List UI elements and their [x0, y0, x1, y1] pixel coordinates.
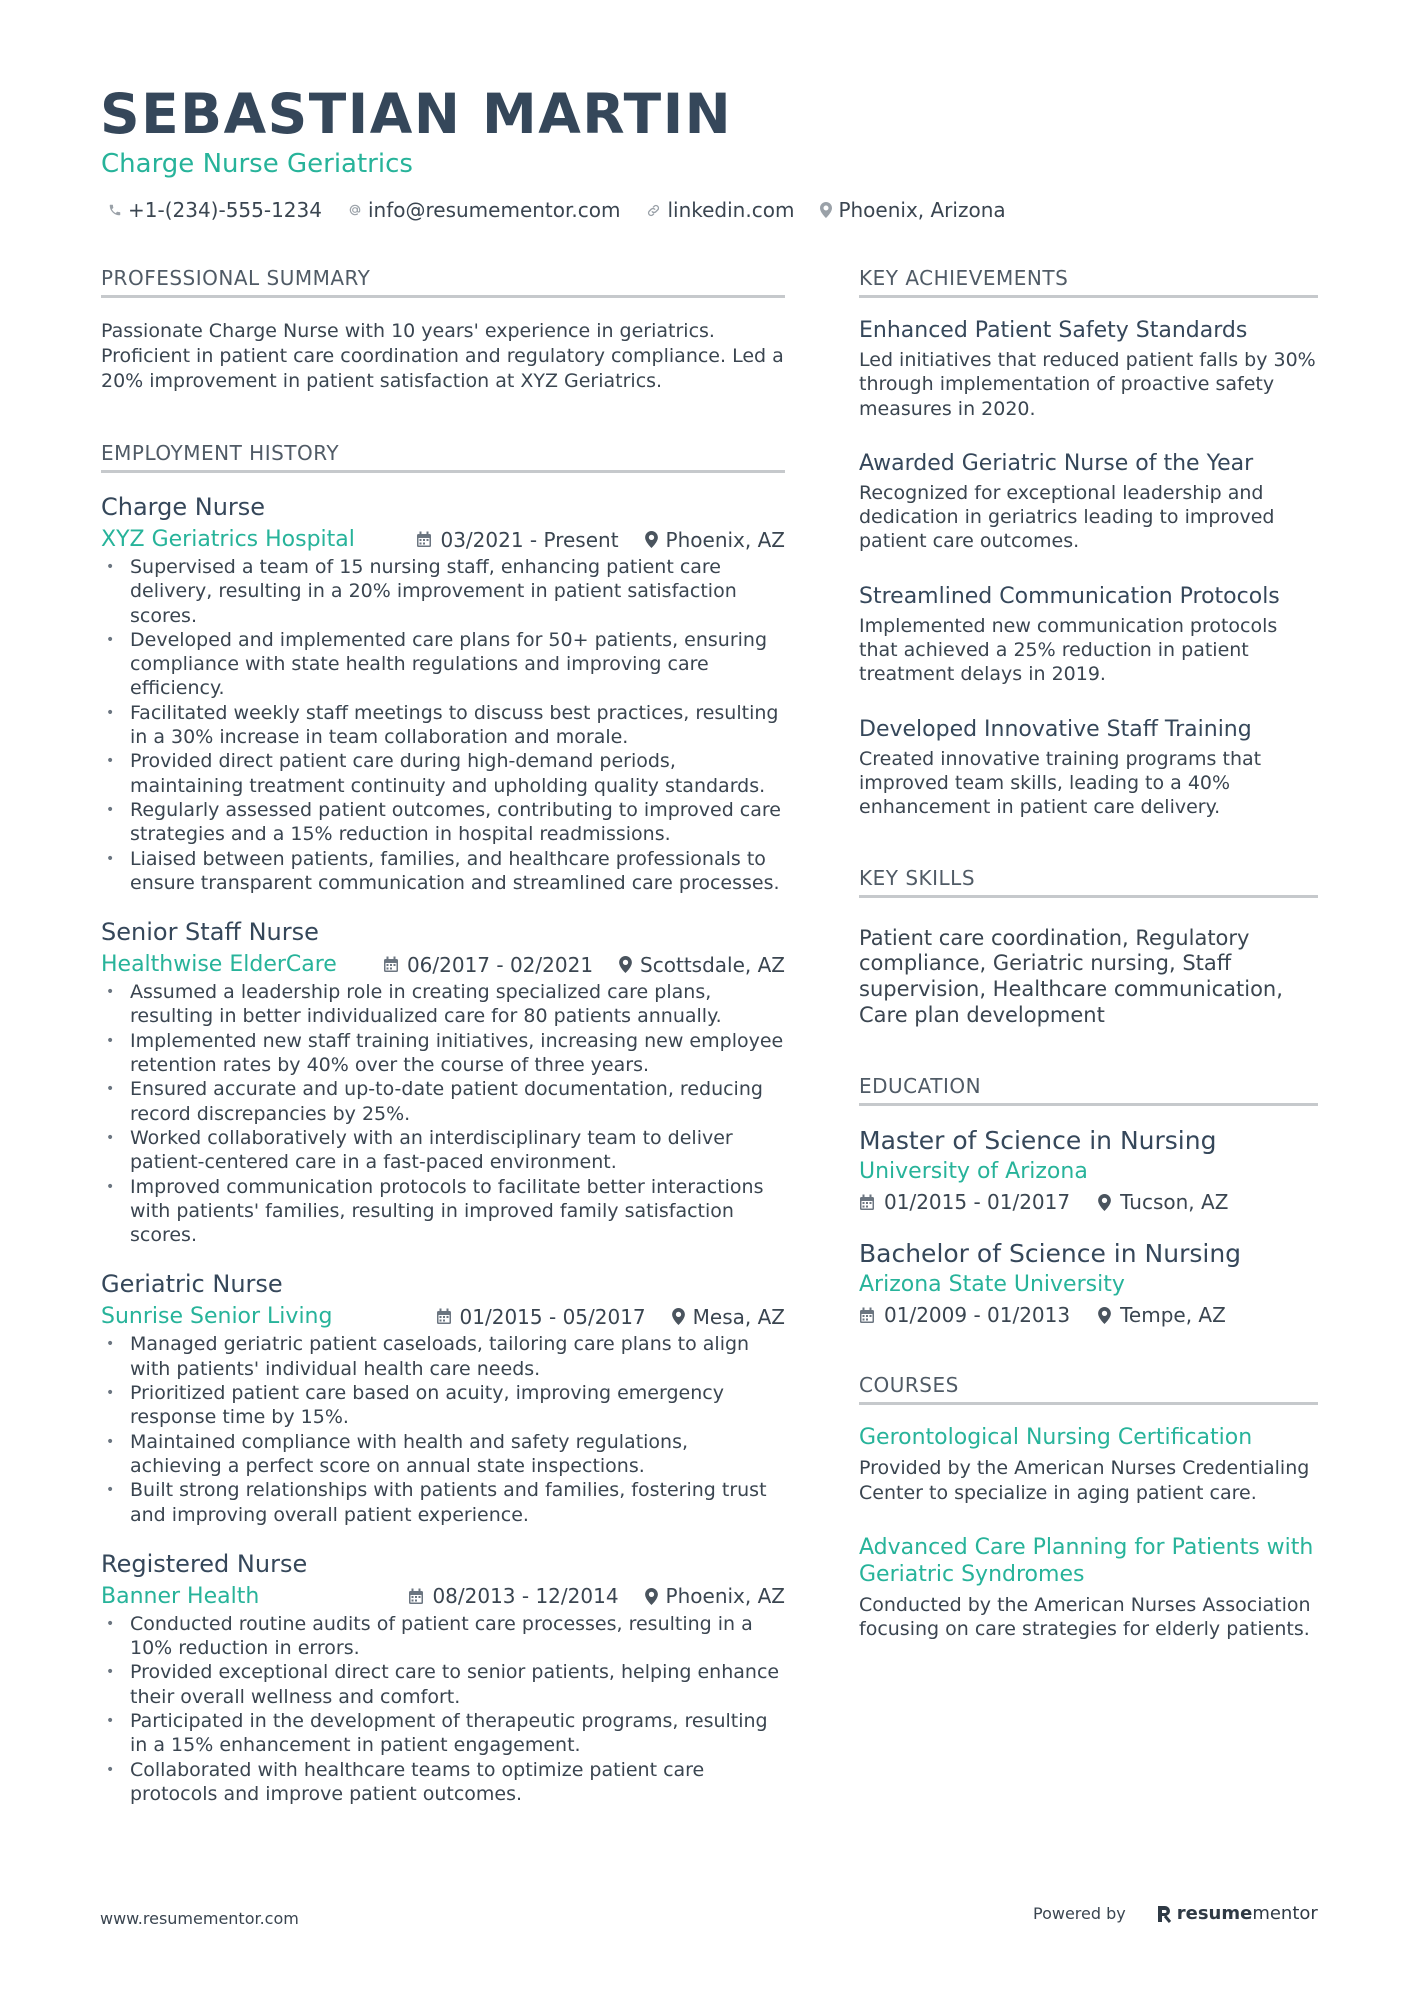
- calendar-icon: [859, 1307, 875, 1324]
- footer-website[interactable]: www.resumementor.com: [100, 1909, 299, 1928]
- job-title: Charge Nurse: [101, 493, 266, 521]
- powered-by-label: Powered by: [1033, 1904, 1126, 1923]
- job-dates: 01/2015 - 05/2017: [436, 1305, 646, 1329]
- candidate-role: Charge Nurse Geriatrics: [101, 149, 413, 179]
- list-item: • Developed and implemented care plans for 50+ patients, ensuring compliance with state health regulations and improving care efficiency.: [101, 628, 785, 701]
- contact-bar: [108, 198, 1032, 222]
- list-item: • Improved communication protocols to facilitate better interactions with patients' families, resulting in improved family satisfaction scores.: [101, 1175, 785, 1248]
- list-item: • Managed geriatric patient caseloads, tailoring care plans to align with patients' individual health care needs.: [101, 1332, 785, 1381]
- summary-text: Passionate Charge Nurse with 10 years' experience in geriatrics. Proficient in patient care coordination and regulatory compliance. Led a 20% improvement in patient satisfaction at XYZ Geriatrics.: [101, 320, 784, 392]
- job-company: XYZ Geriatrics Hospital: [101, 527, 355, 552]
- left-column: [101, 266, 785, 1806]
- at-icon: [348, 203, 362, 217]
- location-pin-icon: [820, 202, 832, 218]
- edu-dates: 01/2009 - 01/2013: [859, 1303, 1070, 1327]
- job-company: Sunrise Senior Living: [101, 1304, 333, 1330]
- list-item: • Liaised between patients, families, and healthcare professionals to ensure transparent communication and streamlined care processes.: [101, 847, 785, 896]
- edu-location: Tempe, AZ: [1098, 1303, 1226, 1327]
- calendar-icon: [416, 531, 432, 548]
- course-desc: Provided by the American Nurses Credentialing Center to specialize in aging patient care.: [859, 1457, 1310, 1504]
- job-meta: [408, 1584, 785, 1608]
- course-title: Gerontological Nursing Certification: [859, 1425, 1253, 1451]
- email-text: info@resumementor.com: [367, 198, 621, 222]
- brand-name-light: mentor: [1252, 1903, 1318, 1924]
- calendar-icon: [859, 1194, 875, 1211]
- brand-logo[interactable]: [1156, 1903, 1318, 1924]
- calendar-icon: [436, 1308, 452, 1325]
- location-pin-icon: [1098, 1307, 1111, 1324]
- courses-heading: COURSES: [859, 1373, 1318, 1405]
- education-item: [859, 1125, 1318, 1214]
- job-meta-row: [101, 527, 785, 552]
- job-dates: 06/2017 - 02/2021: [383, 953, 593, 977]
- job-title: Geriatric Nurse: [101, 1270, 283, 1299]
- achievement-desc: Led initiatives that reduced patient falls by 30% through implementation of proactive safety measures in 2020.: [859, 349, 1316, 420]
- job-meta: [416, 528, 785, 552]
- link-icon: [646, 203, 661, 218]
- candidate-name: SEBASTIAN MARTIN: [100, 82, 733, 146]
- edu-school: University of Arizona: [859, 1159, 1088, 1185]
- footer-branding: [1033, 1903, 1318, 1924]
- list-item: • Maintained compliance with health and safety regulations, achieving a perfect score on annual state inspections.: [101, 1430, 785, 1479]
- job-company: Banner Health: [101, 1583, 260, 1609]
- list-item: • Participated in the development of therapeutic programs, resulting in a 15% enhancement in patient engagement.: [101, 1709, 785, 1758]
- list-item: • Ensured accurate and up-to-date patient documentation, reducing record discrepancies by 25%.: [101, 1077, 785, 1126]
- job-title: Registered Nurse: [101, 1549, 308, 1578]
- course-title: Advanced Care Planning for Patients with Geriatric Syndromes: [859, 1534, 1314, 1587]
- location-pin-icon: [619, 956, 632, 973]
- list-item: • Facilitated weekly staff meetings to discuss best practices, resulting in a 30% increase in team collaboration and morale.: [101, 701, 785, 750]
- education-item: [859, 1238, 1318, 1327]
- achievement-item: [859, 716, 1318, 820]
- location-pin-icon: [672, 1308, 685, 1325]
- achievements-heading: KEY ACHIEVEMENTS: [859, 266, 1318, 298]
- achievement-item: [859, 450, 1318, 554]
- list-item: • Provided direct patient care during high-demand periods, maintaining treatment continuity and upholding quality standards.: [101, 749, 785, 798]
- achievement-title: Enhanced Patient Safety Standards: [859, 318, 1248, 343]
- achievement-title: Developed Innovative Staff Training: [859, 716, 1252, 742]
- edu-degree: Master of Science in Nursing: [859, 1126, 1217, 1156]
- list-item: • Conducted routine audits of patient care processes, resulting in a 10% reduction in errors.: [101, 1612, 785, 1661]
- linkedin-text: linkedin.com: [667, 198, 795, 222]
- list-item: • Provided exceptional direct care to senior patients, helping enhance their overall wellness and comfort.: [101, 1660, 785, 1709]
- phone-icon: [108, 203, 122, 217]
- job-meta: [383, 953, 785, 977]
- achievement-title: Awarded Geriatric Nurse of the Year: [859, 450, 1254, 476]
- job-entry: [101, 1549, 785, 1806]
- list-item: • Assumed a leadership role in creating specialized care plans, resulting in better individualized care for 80 patients annually.: [101, 980, 785, 1029]
- contact-email[interactable]: [348, 198, 620, 222]
- job-meta-row: [101, 1304, 785, 1329]
- contact-linkedin[interactable]: [646, 198, 794, 222]
- course-item: [859, 1534, 1318, 1642]
- achievement-item: [859, 317, 1318, 421]
- achievement-desc: Recognized for exceptional leadership and dedication in geriatrics leading to improved patient care outcomes.: [859, 481, 1275, 553]
- job-bullets: [101, 1612, 785, 1806]
- job-meta: [436, 1305, 785, 1329]
- education-heading: EDUCATION: [859, 1074, 1318, 1106]
- list-item: • Worked collaboratively with an interdisciplinary team to deliver patient-centered care in a fast-paced environment.: [101, 1126, 785, 1175]
- skills-heading: KEY SKILLS: [859, 866, 1318, 898]
- job-entry: [101, 917, 785, 1247]
- list-item: • Supervised a team of 15 nursing staff, enhancing patient care delivery, resulting in a 20% improvement in patient satisfaction scores.: [101, 555, 785, 628]
- job-bullets: [101, 1332, 785, 1526]
- list-item: • Built strong relationships with patients and families, fostering trust and improving overall patient experience.: [101, 1478, 785, 1527]
- location-text: Phoenix, Arizona: [838, 198, 1006, 222]
- job-dates: 08/2013 - 12/2014: [408, 1584, 618, 1608]
- achievement-desc: Created innovative training programs that improved team skills, leading to a 40% enhancement in patient care delivery.: [859, 747, 1262, 819]
- brand-name-bold: resume: [1176, 1903, 1253, 1924]
- edu-meta: [859, 1303, 1318, 1327]
- job-entry: [101, 1269, 785, 1526]
- job-dates: 03/2021 - Present: [416, 528, 618, 552]
- resumementor-logo-icon: [1156, 1904, 1172, 1924]
- job-company: Healthwise ElderCare: [101, 952, 337, 978]
- job-location: Phoenix, AZ: [645, 1584, 785, 1608]
- contact-phone: [108, 198, 322, 222]
- employment-heading: EMPLOYMENT HISTORY: [101, 441, 785, 473]
- contact-location: [820, 198, 1005, 222]
- job-meta-row: [101, 952, 785, 977]
- location-pin-icon: [645, 531, 658, 548]
- list-item: • Implemented new staff training initiatives, increasing new employee retention rates by 40% over the course of three years.: [101, 1029, 785, 1078]
- job-title: Senior Staff Nurse: [101, 918, 319, 947]
- phone-text: +1-(234)-555-1234: [128, 198, 322, 222]
- course-item: [859, 1424, 1318, 1505]
- list-item: • Collaborated with healthcare teams to optimize patient care protocols and improve patient outcomes.: [101, 1758, 785, 1807]
- job-meta-row: [101, 1584, 785, 1609]
- edu-degree: Bachelor of Science in Nursing: [859, 1239, 1242, 1269]
- job-location: Phoenix, AZ: [645, 528, 785, 552]
- edu-dates: 01/2015 - 01/2017: [859, 1190, 1070, 1214]
- right-column: [859, 266, 1318, 1642]
- achievement-item: [859, 583, 1318, 687]
- summary-heading: PROFESSIONAL SUMMARY: [101, 266, 785, 298]
- job-bullets: [101, 555, 785, 895]
- job-bullets: [101, 980, 785, 1247]
- calendar-icon: [383, 956, 399, 973]
- achievement-desc: Implemented new communication protocols that achieved a 25% reduction in patient treatment delays in 2019.: [859, 614, 1278, 686]
- calendar-icon: [408, 1588, 424, 1605]
- job-location: Scottsdale, AZ: [619, 953, 785, 977]
- location-pin-icon: [645, 1588, 658, 1605]
- course-desc: Conducted by the American Nurses Association focusing on care strategies for elderly patients.: [859, 1593, 1311, 1641]
- list-item: • Regularly assessed patient outcomes, contributing to improved care strategies and a 15% reduction in hospital readmissions.: [101, 798, 785, 847]
- job-entry: [101, 492, 785, 895]
- edu-school: Arizona State University: [859, 1272, 1125, 1298]
- edu-meta: [859, 1190, 1318, 1214]
- skills-text: Patient care coordination, Regulatory compliance, Geriatric nursing, Staff supervision, Healthcare communication, Care plan development: [859, 925, 1283, 1027]
- list-item: • Prioritized patient care based on acuity, improving emergency response time by 15%.: [101, 1381, 785, 1430]
- job-location: Mesa, AZ: [672, 1305, 785, 1329]
- location-pin-icon: [1098, 1194, 1111, 1211]
- edu-location: Tucson, AZ: [1098, 1190, 1228, 1214]
- achievement-title: Streamlined Communication Protocols: [859, 583, 1280, 609]
